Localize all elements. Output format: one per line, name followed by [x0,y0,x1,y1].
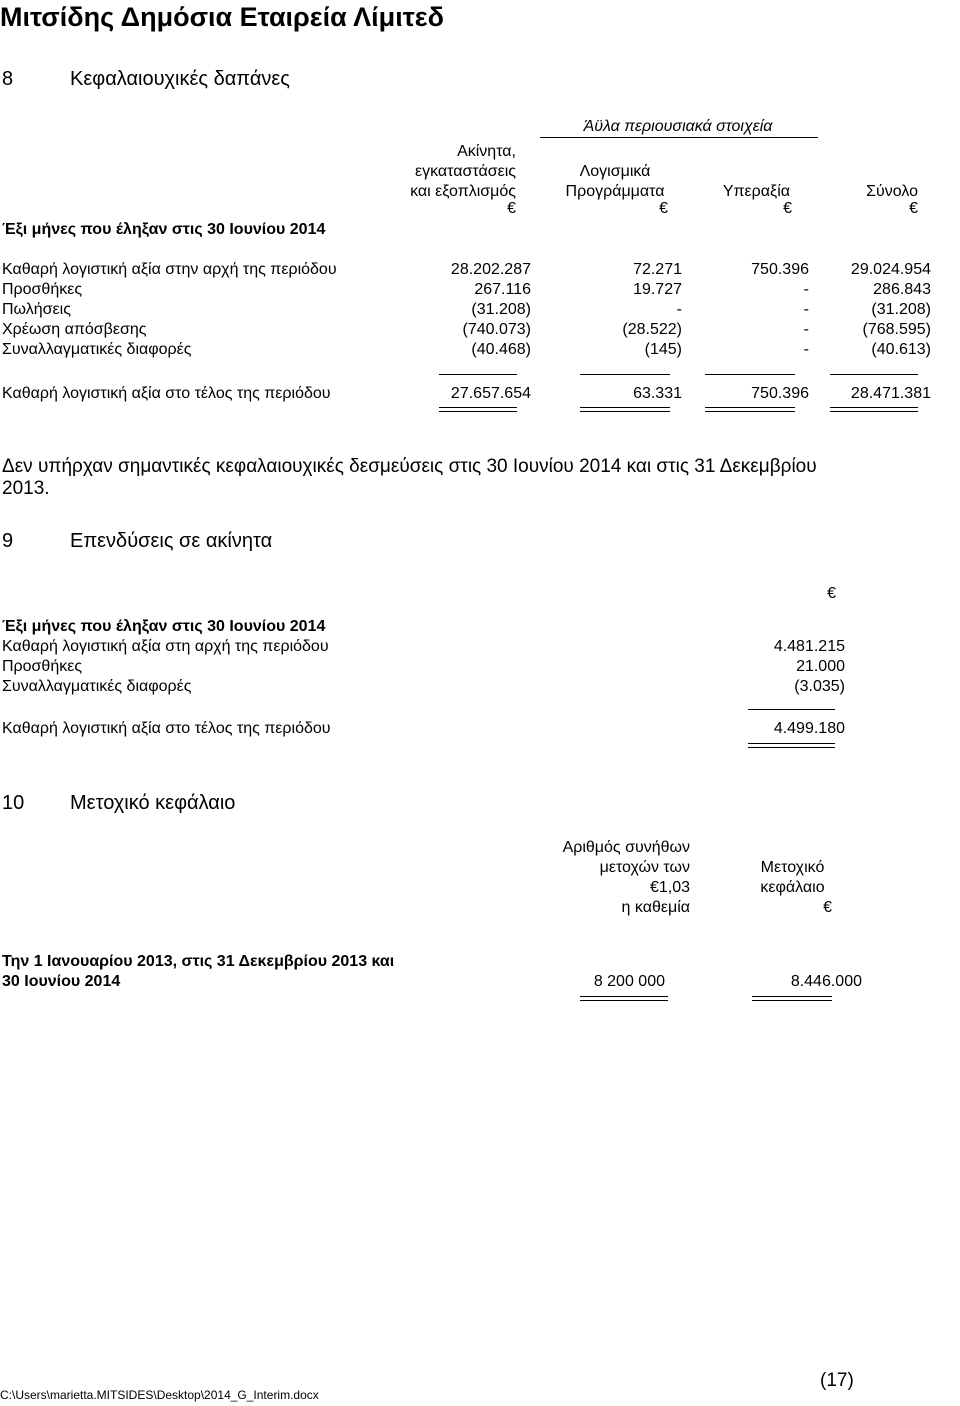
total-double-rule [439,407,517,412]
note8-row-value: 29.024.954 [850,261,931,278]
shares-col-header: Αριθμός συνήθων μετοχών των €1,03 η καθεμία [562,839,690,916]
currency-symbol: € [659,200,668,217]
shares-value: 8 200 000 [593,973,665,990]
note9-row-value: 21.000 [796,658,845,675]
col-header-total: Σύνολο [866,183,918,200]
note8-row-label: Προσθήκες [2,281,83,298]
note8-row-value: 72.271 [633,261,682,278]
note9-row-label: Καθαρή λογιστική αξία στη αρχή της περιόδου [2,638,329,655]
note9-number: 9 [2,530,14,552]
currency-symbol: € [783,200,792,217]
subtotal-rule [748,709,835,710]
currency-symbol: € [507,200,516,217]
note8-row-value: - [803,321,809,338]
subtotal-rule [580,374,670,375]
subtotal-rule [439,374,517,375]
currency-symbol: € [827,585,836,602]
note8-row-value: 28.202.287 [450,261,531,278]
total-value: 28.471.381 [850,385,931,402]
col-header-goodwill: Υπεραξία [722,183,790,200]
subtotal-rule [830,374,918,375]
note8-row-value: - [803,281,809,298]
group-header-rule [540,137,818,138]
note8-total-label: Καθαρή λογιστική αξία στο τέλος της περιόδου [2,385,331,402]
total-double-rule [830,407,918,412]
currency-symbol: € [823,899,832,916]
page-number: (17) [820,1370,854,1391]
note8-row-value: - [803,341,809,358]
note9-row-value: (3.035) [794,678,845,695]
note9-row-value: 4.481.215 [773,638,845,655]
note8-row-value: 267.116 [474,281,531,298]
note8-row-label: Πωλήσεις [2,301,71,318]
note8-number: 8 [2,68,14,90]
note9-period-label: Έξι μήνες που έληξαν στις 30 Ιουνίου 2014 [2,618,326,635]
note9-total-label: Καθαρή λογιστική αξία στο τέλος της περιόδου [2,720,331,737]
note8-row-label: Χρέωση απόσβεσης [2,321,147,338]
note8-row-value: (740.073) [462,321,531,338]
note10-number: 10 [2,792,25,814]
col-header-property: Ακίνητα, εγκαταστάσεις και εξοπλισμός [410,143,516,200]
capital-value: 8.446.000 [790,973,862,990]
intangibles-group-header: Άϋλα περιουσιακά στοιχεία [583,118,773,135]
note8-row-value: (768.595) [862,321,931,338]
company-title: Μιτσίδης Δημόσια Εταιρεία Λίμιτεδ [0,2,444,32]
note8-row-value: (145) [644,341,682,358]
note8-row-label: Καθαρή λογιστική αξία στην αρχή της περιόδου [2,261,337,278]
note9-row-label: Συναλλαγματικές διαφορές [2,678,192,695]
note9-row-label: Προσθήκες [2,658,83,675]
currency-symbol: € [909,200,918,217]
note8-row-value: - [803,301,809,318]
note8-period-label: Έξι μήνες που έληξαν στις 30 Ιουνίου 2014 [2,221,326,238]
note9-total-value: 4.499.180 [773,720,845,737]
total-double-rule [580,407,670,412]
total-double-rule [752,996,832,1001]
note8-row-value: 19.727 [633,281,682,298]
total-value: 63.331 [633,385,682,402]
note8-row-value: (40.468) [471,341,531,358]
note10-title: Μετοχικό κεφάλαιο [70,792,236,814]
col-header-software: Λογισμικά Προγράμματα [565,163,665,200]
note8-row-value: (31.208) [471,301,531,318]
total-double-rule [705,407,795,412]
note8-row-value: 286.843 [873,281,931,298]
note8-row-value: (31.208) [871,301,931,318]
note8-title: Κεφαλαιουχικές δαπάνες [70,68,290,90]
subtotal-rule [705,374,795,375]
total-value: 750.396 [751,385,809,402]
note8-row-label: Συναλλαγματικές διαφορές [2,341,192,358]
total-double-rule [580,996,668,1001]
note8-row-value: (40.613) [871,341,931,358]
commitments-paragraph: Δεν υπήρχαν σημαντικές κεφαλαιουχικές δεσμεύσεις στις 30 Ιουνίου 2014 και στις 31 Δεκεμβρίου 2013. [2,456,817,499]
note8-row-value: 750.396 [751,261,809,278]
total-value: 27.657.654 [450,385,531,402]
capital-col-header: Μετοχικό κεφάλαιο [760,859,825,896]
note10-row-label: Την 1 Ιανουαρίου 2013, στις 31 Δεκεμβρίου 2013 και 30 Ιουνίου 2014 [2,953,395,990]
note8-row-value: - [676,301,682,318]
note8-row-value: (28.522) [622,321,682,338]
total-double-rule [748,743,835,748]
footer-file-path: C:\Users\marietta.MITSIDES\Desktop\2014_G_Interim.docx [0,1388,319,1402]
note9-title: Επενδύσεις σε ακίνητα [70,530,273,552]
